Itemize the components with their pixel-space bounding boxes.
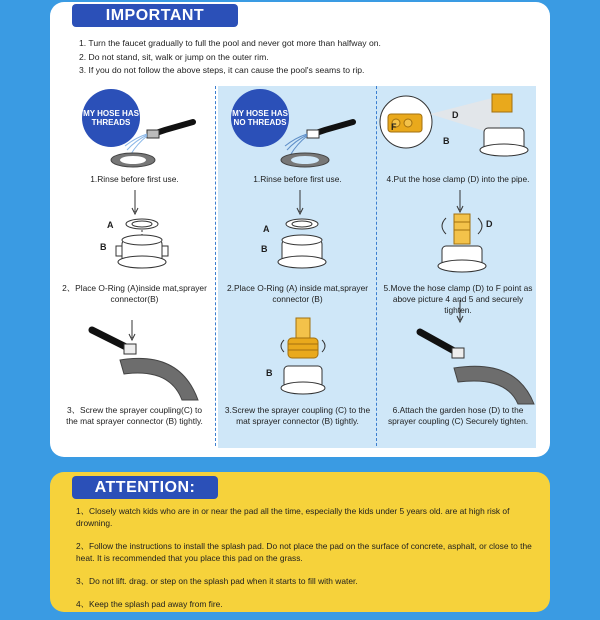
- attention-item: 4、Keep the splash pad away from fire.: [76, 598, 223, 609]
- hose-clamp-zoom-illustration: [380, 92, 530, 168]
- label-d-2: D: [486, 219, 493, 229]
- label-b: B: [100, 242, 107, 252]
- step-caption: 2、Place O-Ring (A)inside mat,sprayer connector(B): [62, 283, 207, 304]
- column-divider: [376, 86, 377, 446]
- down-arrow-icon: [455, 190, 465, 214]
- oring-connector-illustration: [112, 216, 172, 274]
- attention-list: [76, 505, 538, 620]
- hose-rinse-illustration-2: [265, 110, 355, 170]
- step-caption: 1.Rinse before first use.: [253, 174, 342, 184]
- label-b-2: B: [261, 244, 268, 254]
- step-caption: 6.Attach the garden hose (D) to the sprayer coupling (C) Securely tighten.: [387, 405, 529, 426]
- attention-item: 1、Closely watch kids who are in or near the pad all the time, especially the kids under 5 years old. are at high risk of drowning.: [76, 506, 510, 529]
- step-caption: 3、Screw the sprayer coupling(C) to the mat sprayer connector (B) tightly.: [66, 405, 203, 426]
- column-divider: [215, 86, 216, 446]
- label-b-3: B: [266, 368, 273, 378]
- down-arrow-icon: [130, 190, 140, 216]
- label-b-4: B: [443, 136, 450, 146]
- clamp-tighten-illustration: [432, 212, 492, 274]
- important-card: [50, 2, 550, 457]
- sprayer-mat-illustration: [80, 320, 200, 400]
- label-a-2: A: [263, 224, 270, 234]
- garden-hose-attach-illustration: [410, 324, 536, 404]
- label-f: F: [391, 122, 397, 132]
- step-caption: 3.Screw the sprayer coupling (C) to the mat sprayer connector (B) tightly.: [224, 405, 371, 426]
- step-caption: 5.Move the hose clamp (D) to F point as above picture 4 and 5 and securely tighten.: [383, 283, 533, 315]
- step-caption: 1.Rinse before first use.: [90, 174, 179, 184]
- oring-connector-illustration-2: [272, 216, 332, 274]
- attention-title: ATTENTION:: [72, 476, 218, 499]
- step-caption: 2.Place O-Ring (A) inside mat,sprayer connector (B): [226, 283, 369, 304]
- label-d: D: [452, 110, 459, 120]
- step-caption: 4.Put the hose clamp (D) into the pipe.: [386, 174, 530, 184]
- label-a: A: [107, 220, 114, 230]
- threads-badge: MY HOSE HAS THREADS: [82, 89, 140, 147]
- sprayer-coupling-illustration: [270, 316, 334, 402]
- rule-item: 1. Turn the faucet gradually to full the pool and never got more than halfway on.: [79, 38, 381, 48]
- hose-rinse-illustration: [105, 110, 195, 170]
- important-title: IMPORTANT: [72, 4, 238, 27]
- important-rules: [79, 37, 539, 78]
- attention-card: [50, 472, 550, 612]
- down-arrow-icon: [295, 190, 305, 216]
- attention-item: 3、Do not lift. drag. or step on the splash pad when it starts to fill with water.: [76, 575, 358, 586]
- rule-item: 3. If you do not follow the above steps, it can cause the pool's seams to rip.: [79, 65, 365, 75]
- no-threads-badge: MY HOSE HAS NO THREADS: [231, 89, 289, 147]
- attention-item: 2、Follow the instructions to install the splash pad. Do not place the pad on the surface of concrete, asphalt, or close to the heat. It is recommended that you place this pad on the grass.: [76, 540, 532, 564]
- rule-item: 2. Do not stand, sit, walk or jump on the outer rim.: [79, 51, 269, 62]
